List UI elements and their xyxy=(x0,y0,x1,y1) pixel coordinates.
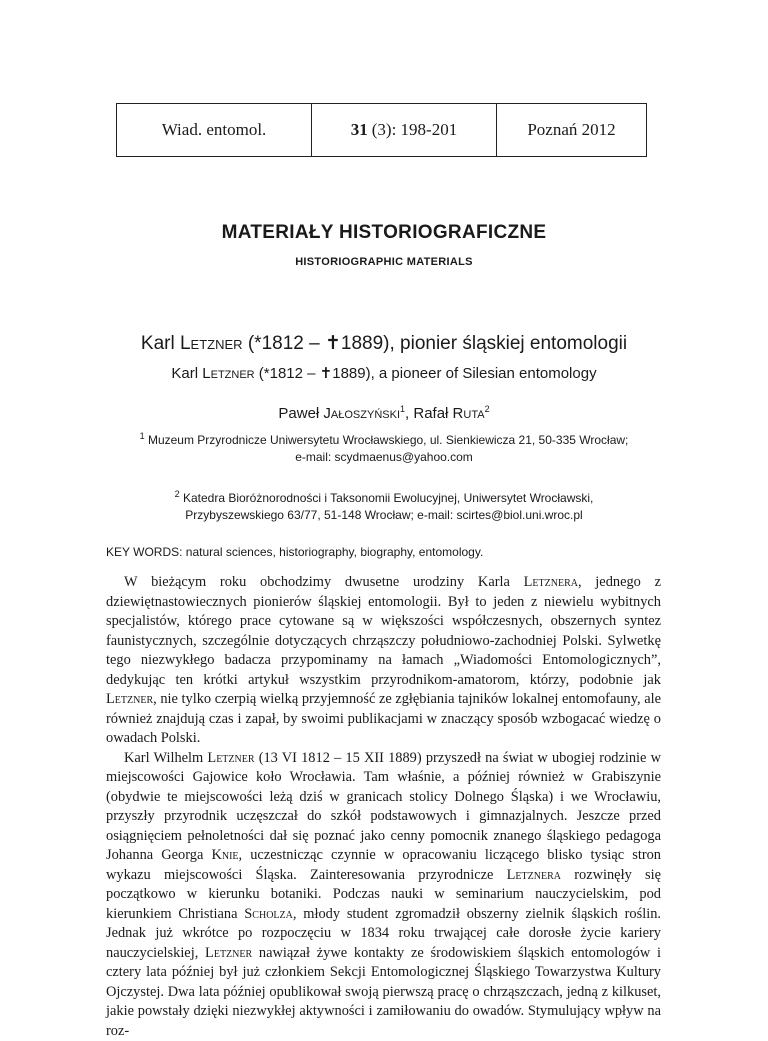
journal-name: Wiad. entomol. xyxy=(117,104,312,156)
place-year: Poznań 2012 xyxy=(497,104,646,156)
keywords: KEY WORDS: natural sciences, historiography, biography, entomology. xyxy=(106,545,483,559)
article-subtitle: Karl Letzner (*1812 – ✝1889), a pioneer of Silesian entomology xyxy=(0,364,768,382)
affiliation-2: $^2$ Katedra Bioróżnorodności i Taksonomii Ewolucyjnej, Uniwersytet Wrocławski, Przybyszewskiego 63/77, 51-148 Wrocław; e-mail: scirtes@biol.uni.wroc.pl xyxy=(0,490,768,524)
article-title: Karl Letzner (*1812 – ✝1889), pionier śląskiej entomologii xyxy=(0,332,768,355)
affiliation-1: $^1$ Muzeum Przyrodnicze Uniwersytetu Wrocławskiego, ul. Sienkiewicza 21, 50-335 Wrocław; e-mail: scydmaenus@yahoo.com xyxy=(0,432,768,466)
issue-pages: (3): 198-201 xyxy=(372,120,457,140)
section-subtitle: HISTORIOGRAPHIC MATERIALS xyxy=(0,256,768,268)
paragraph-2: Karl Wilhelm Letzner (13 VI 1812 – 15 XII 1889) przyszedł na świat w ubogiej rodzinie w miejscowości Gajowice koło Wrocławia. Tam właśnie, a później również w Grabiszynie (obydwie te miejscowości leżą dziś w granicach stolicy Dolnego Śląska) i we Wrocławiu, przyszły przyrodnik uczęszczał do szkół podstawowych i gimnazjalnych. Jeszcze przed osiągnięciem pełnoletności dał się poznać jako cenny pomocnik znanego śląskiego pedagoga Johanna Georga Knie, uczestnicząc czynnie w opracowaniu liczącego blisko tysiąc stron wykazu miejscowości Śląska. Zainteresowania przyrodnicze Letznera rozwinęły się początkowo w kierunku botaniki. Podczas nauki w seminarium nauczycielskim, pod kierunkiem Christiana Scholza, młody student zgromadził obszerny zielnik śląskich roślin. Jednak już wkrótce po rozpoczęciu w 1834 roku trwającej całe dorosłe życie kariery nauczycielskiej, Letzner nawiązał żywe kontakty ze środowiskiem śląskich entomologów i cztery lata później był już członkiem Sekcji Entomologicznej Śląskiego Towarzystwa Kultury Ojczystej. Dwa lata później opublikował swoją pierwszą pracę o chrząszczach, jedną z kilkuset, jakie powstały dzięki niezwykłej aktywności i zamiłowaniu do owadów. Stymulujący wpływ na roz- xyxy=(106,749,661,1041)
authors: Paweł Jałoszyński$^1$, Rafał Ruta$^2$ xyxy=(0,405,768,422)
section-title: MATERIAŁY HISTORIOGRAFICZNE xyxy=(0,222,768,244)
volume-issue xyxy=(312,104,497,156)
article-body xyxy=(106,573,661,1041)
journal-header-box xyxy=(116,103,647,157)
paragraph-1: W bieżącym roku obchodzimy dwusetne urodziny Karla Letznera, jednego z dziewiętnastowiecznych pionierów śląskiej entomologii. Był to jeden z niewielu wybitnych specjalistów, którego prace cytowane są w większości współczesnych, obszernych syntez faunistycznych, szczególnie dotyczących chrząszczy południowo-zachodniej Polski. Sylwetkę tego niezwykłego badacza przypominamy na łamach „Wiadomości Entomologicznych”, dedykując ten krótki artykuł wszystkim przyrodnikom-amatorom, którzy, podobnie jak Letzner, nie tylko czerpią wielką przyjemność ze zgłębiania tajników lokalnej entomofauny, ale również znajdują czas i zapał, by swoimi publikacjami w znaczący sposób wzbogacać wiedzę o owadach Polski. xyxy=(106,573,661,749)
volume-number: 31 xyxy=(351,120,368,140)
